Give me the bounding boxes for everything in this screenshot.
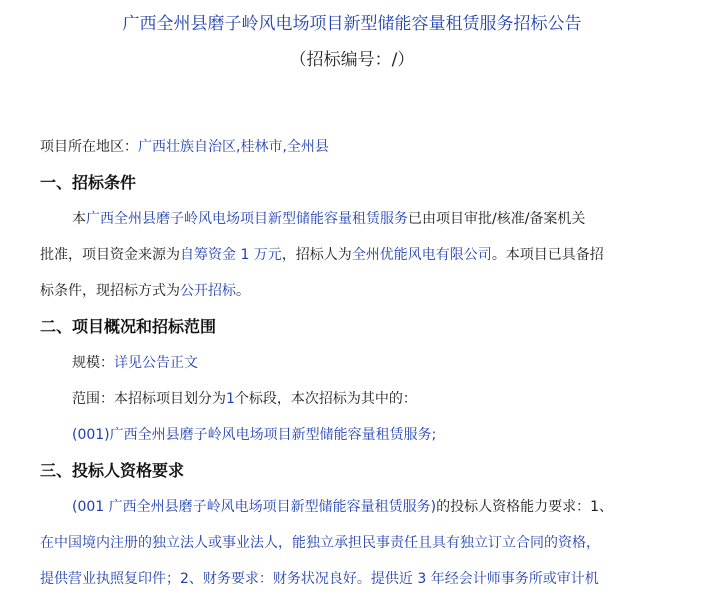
- location-label: 项目所在地区：: [40, 139, 138, 155]
- lot-count: 1: [226, 391, 235, 407]
- text: 。本项目已具备招: [491, 247, 604, 263]
- text: ，招标人为: [281, 247, 352, 263]
- tender-number: （招标编号：/）: [289, 50, 415, 70]
- section-heading-conditions: 一、招标条件: [40, 173, 137, 192]
- section-heading-overview: 二、项目概况和招标范围: [40, 317, 217, 336]
- scope-line: [72, 388, 704, 410]
- section-heading-qualification: 三、投标人资格要求: [40, 461, 185, 480]
- text: 的投标人资格能力要求：1、: [436, 499, 614, 515]
- conditions-line-2: [40, 244, 704, 266]
- text: 个标段，本次招标为其中的：: [234, 391, 417, 407]
- qualification-line-2: 在中国境内注册的独立法人或事业法人，能独立承担民事责任且具有独立订立合同的资格，: [40, 535, 600, 551]
- qualification-line-1: [72, 496, 704, 518]
- scale-label: 规模：: [72, 355, 114, 371]
- text: 已由项目审批/核准/备案机关: [408, 211, 586, 227]
- fund-source: 自筹资金 1 万元: [180, 247, 282, 263]
- text: 范围：本招标项目划分为: [72, 391, 226, 407]
- lot-item: (001)广西全州县磨子岭风电场项目新型储能容量租赁服务;: [72, 427, 437, 443]
- text: 本: [72, 211, 86, 227]
- scale-line: [72, 352, 704, 374]
- text: 。: [236, 283, 250, 299]
- location-value: 广西壮族自治区,桂林市,全州县: [138, 139, 329, 155]
- lot-name: (001 广西全州县磨子岭风电场项目新型储能容量租赁服务): [72, 499, 437, 515]
- qualification-line-3: 提供营业执照复印件；2、财务要求：财务状况良好。提供近 3 年经会计师事务所或审计机: [40, 571, 599, 587]
- page-title: 广西全州县磨子岭风电场项目新型储能容量租赁服务招标公告: [122, 14, 582, 34]
- scale-value: 详见公告正文: [114, 355, 198, 371]
- tender-method: 公开招标: [180, 283, 236, 299]
- project-name: 广西全州县磨子岭风电场项目新型储能容量租赁服务: [86, 211, 408, 227]
- project-location: [40, 136, 704, 158]
- conditions-line-1: [72, 208, 704, 230]
- text: 标条件，现招标方式为: [40, 283, 180, 299]
- tenderer-name: 全州优能风电有限公司: [351, 247, 492, 263]
- text: 批准，项目资金来源为: [40, 247, 180, 263]
- conditions-line-3: [40, 280, 704, 302]
